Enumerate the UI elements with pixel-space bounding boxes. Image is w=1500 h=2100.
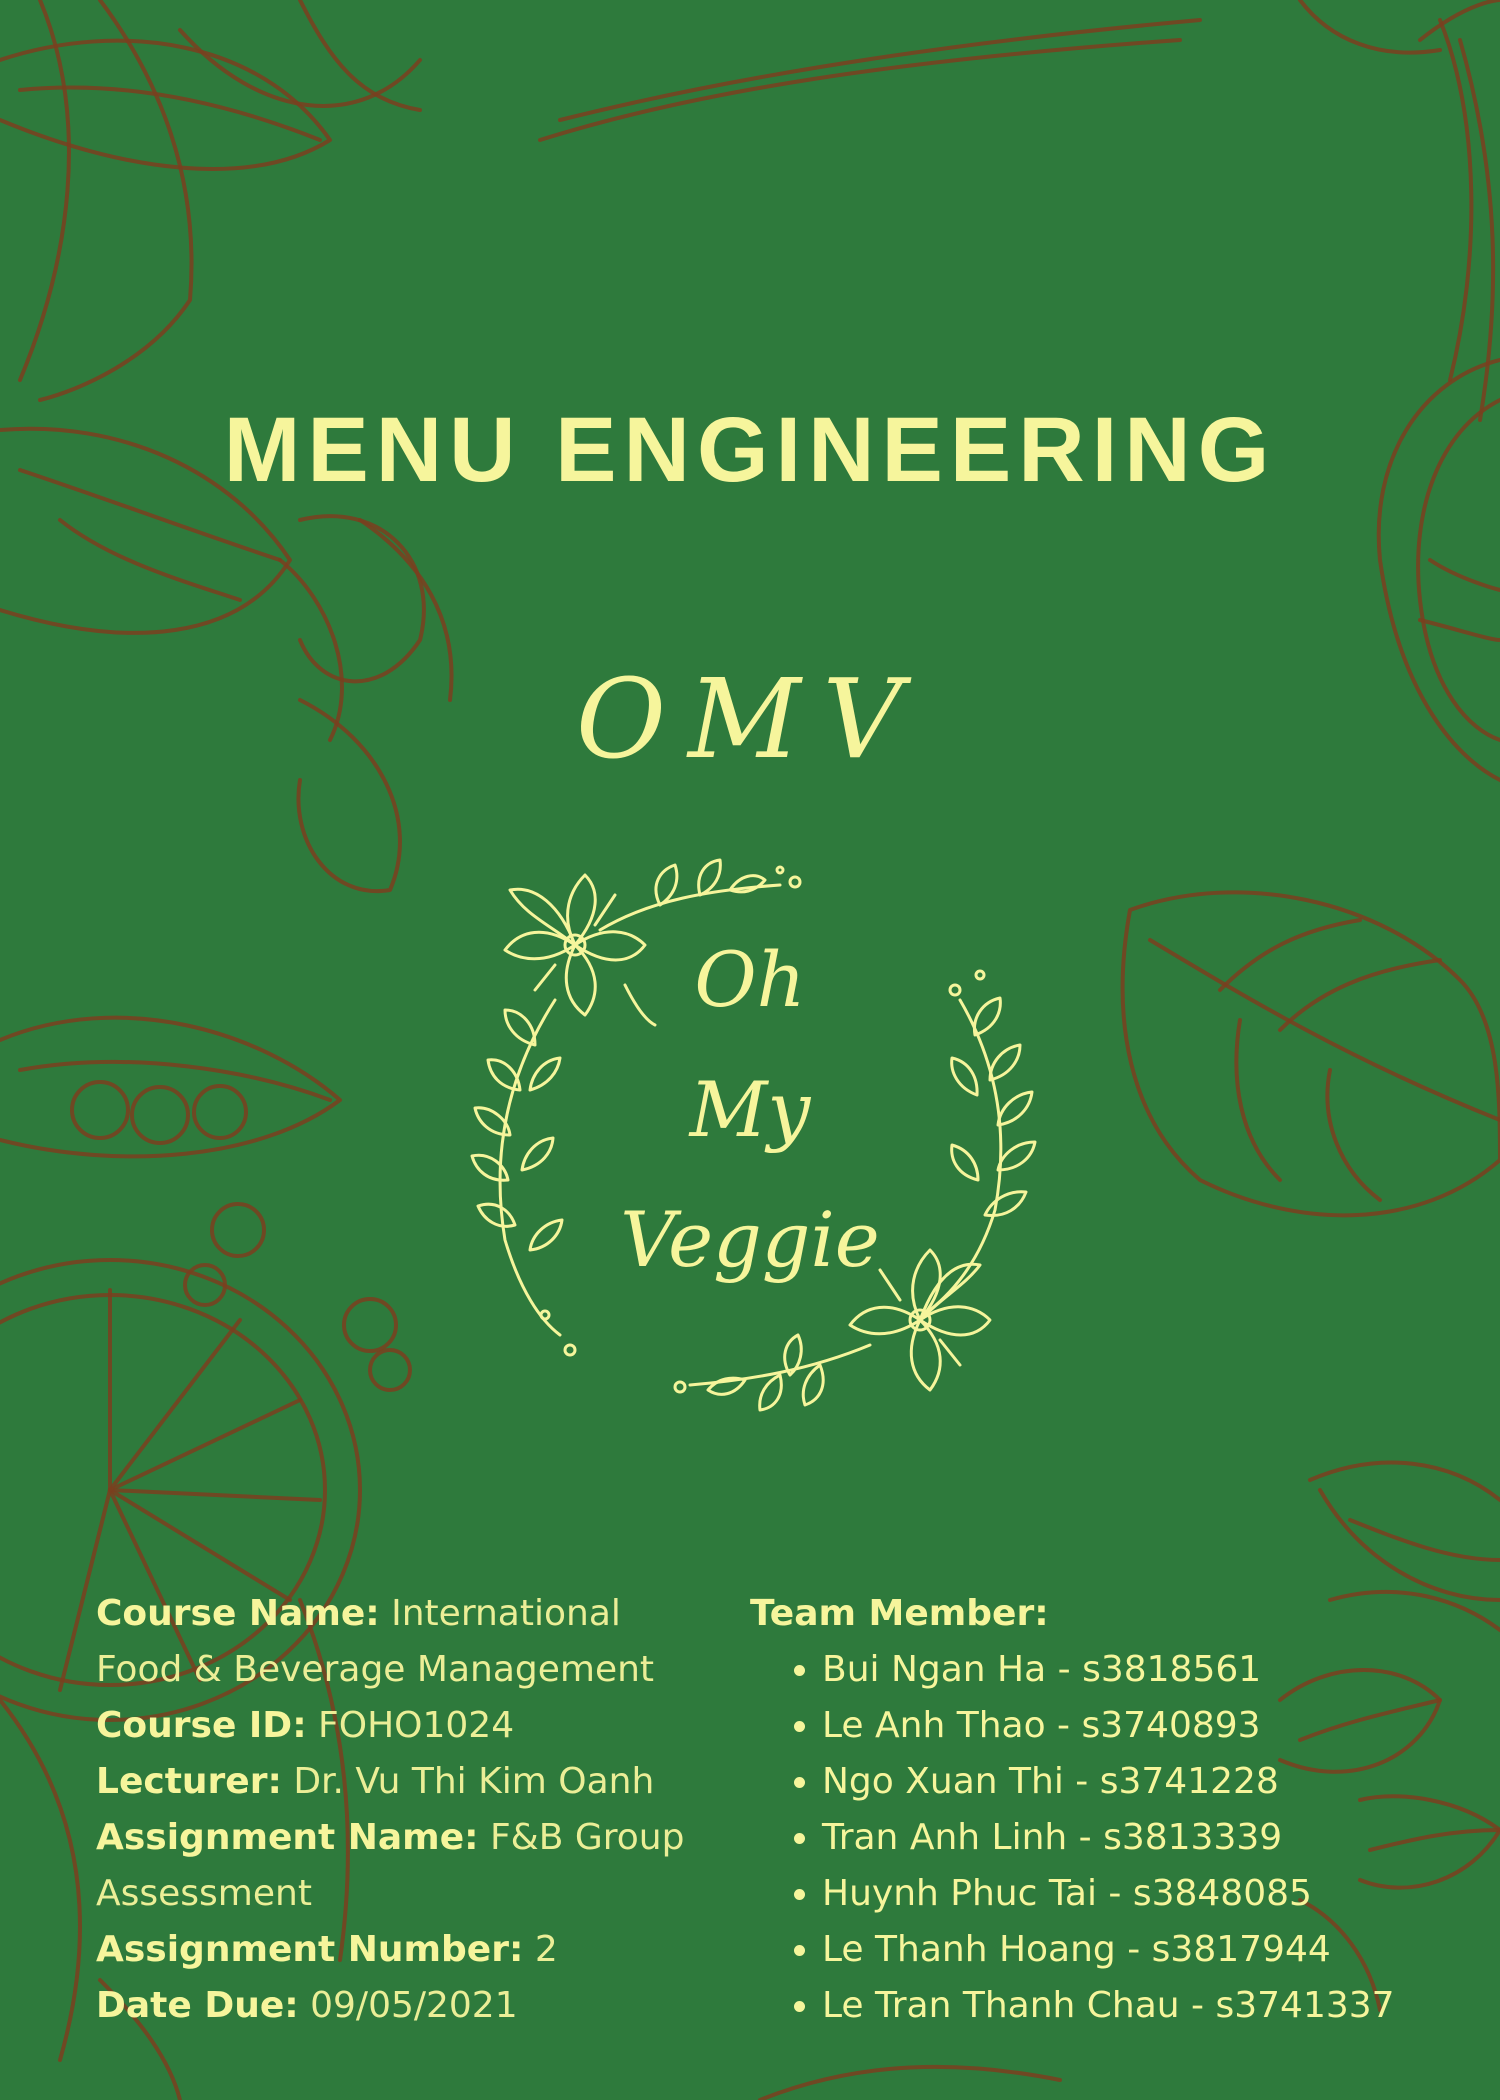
assignment-name-row: [96, 1810, 696, 1922]
brand-name-line-3: Veggie: [620, 1195, 880, 1284]
team-heading: Team Member:: [750, 1593, 1049, 1634]
team-member-list: [750, 1642, 1470, 2034]
assignment-number-label: Assignment Number:: [96, 1929, 524, 1970]
lecturer-row: [96, 1754, 696, 1810]
course-id-value: FOHO1024: [318, 1705, 515, 1746]
team-member: • Le Tran Thanh Chau - s3741337: [822, 1978, 1470, 2034]
team-member: • Le Anh Thao - s3740893: [822, 1698, 1470, 1754]
team-member: • Tran Anh Linh - s3813339: [822, 1810, 1470, 1866]
team-member: • Ngo Xuan Thi - s3741228: [822, 1754, 1470, 1810]
course-id-label: Course ID:: [96, 1705, 307, 1746]
date-due-label: Date Due:: [96, 1985, 299, 2026]
team-member: • Bui Ngan Ha - s3818561: [822, 1642, 1470, 1698]
brand-name-line-1: Oh: [694, 935, 806, 1024]
team-member: • Huynh Phuc Tai - s3848085: [822, 1866, 1470, 1922]
assignment-name-value: F&B Group Assessment: [96, 1817, 685, 1914]
team-member: • Le Thanh Hoang - s3817944: [822, 1922, 1470, 1978]
assignment-details: [96, 1586, 696, 2034]
course-name-row: [96, 1586, 696, 1698]
document-title: MENU ENGINEERING: [223, 399, 1277, 501]
course-name-value: International Food & Beverage Management: [96, 1593, 655, 1690]
date-due-value: 09/05/2021: [310, 1985, 518, 2026]
lecturer-label: Lecturer:: [96, 1761, 282, 1802]
team-members: [750, 1586, 1470, 2034]
brand-abbreviation: OMV: [575, 655, 925, 783]
date-due-row: [96, 1978, 696, 2034]
course-id-row: [96, 1698, 696, 1754]
brand-name-line-2: My: [689, 1065, 811, 1154]
assignment-number-value: 2: [534, 1929, 558, 1970]
lecturer-value: Dr. Vu Thi Kim Oanh: [293, 1761, 655, 1802]
assignment-number-row: [96, 1922, 696, 1978]
course-name-label: Course Name:: [96, 1593, 380, 1634]
assignment-name-label: Assignment Name:: [96, 1817, 479, 1858]
